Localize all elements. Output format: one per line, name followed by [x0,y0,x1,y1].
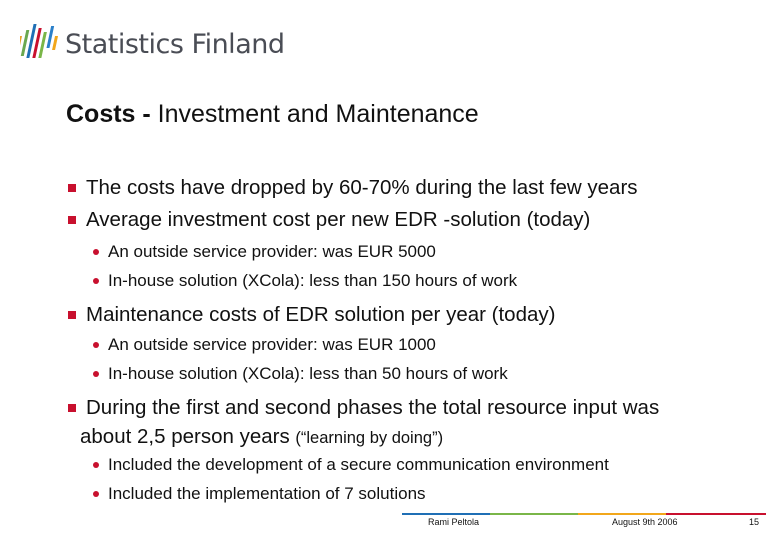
footer-page-number: 15 [749,517,760,527]
footer-line-green [490,513,578,515]
bullet-investment-cost [86,208,590,232]
sub-bullet-text: Included the implementation of 7 solutions [108,484,426,503]
bullet-resource-input-line2 [80,425,443,449]
bullet-text-line1: During the first and second phases the total resource input was [86,396,660,419]
sub-bullet-text: An outside service provider: was EUR 1000 [108,335,436,354]
bullet-text: The costs have dropped by 60-70% during the last few years [86,176,638,199]
bullet-text-parenthetical: (“learning by doing”) [295,429,444,447]
bullet-costs-dropped [86,176,638,200]
bullet-resource-input [86,396,659,420]
round-bullet-icon [93,491,99,497]
square-bullet-icon [68,311,76,319]
sub-bullet-text: In-house solution (XCola): less than 150 hours of work [108,271,518,290]
sub-bullet-text: In-house solution (XCola): less than 50 hours of work [108,364,508,383]
title-rest: Investment and Maintenance [150,100,479,128]
bullet-text: Average investment cost per new EDR -solution (today) [86,208,591,231]
round-bullet-icon [93,278,99,284]
sub-bullet-text: An outside service provider: was EUR 5000 [108,242,436,261]
bullet-maintenance-costs [86,303,555,327]
slide-title [66,100,479,129]
sub-bullet-text: Included the development of a secure communication environment [108,455,609,474]
round-bullet-icon [93,462,99,468]
sub-bullet-secure-communication [108,455,609,475]
footer-line-orange [578,513,666,515]
sub-bullet-implementation [108,484,426,504]
round-bullet-icon [93,342,99,348]
statistics-finland-logo-icon [20,22,60,68]
logo-text: Statistics Finland [65,29,285,60]
footer-line-red [666,513,766,515]
square-bullet-icon [68,404,76,412]
round-bullet-icon [93,249,99,255]
bullet-text: Maintenance costs of EDR solution per year (today) [86,303,556,326]
sub-bullet-inhouse-maintenance [108,364,508,384]
round-bullet-icon [93,371,99,377]
footer-line-blue [402,513,490,515]
square-bullet-icon [68,216,76,224]
sub-bullet-inhouse-investment [108,271,517,291]
bullet-text-line2: about 2,5 person years [80,425,290,448]
square-bullet-icon [68,184,76,192]
footer-author: Rami Peltola [428,517,480,527]
title-bold: Costs - [66,100,151,128]
sub-bullet-outside-provider-maintenance [108,335,436,355]
footer-date: August 9th 2006 [612,517,678,527]
sub-bullet-outside-provider-investment [108,242,436,262]
